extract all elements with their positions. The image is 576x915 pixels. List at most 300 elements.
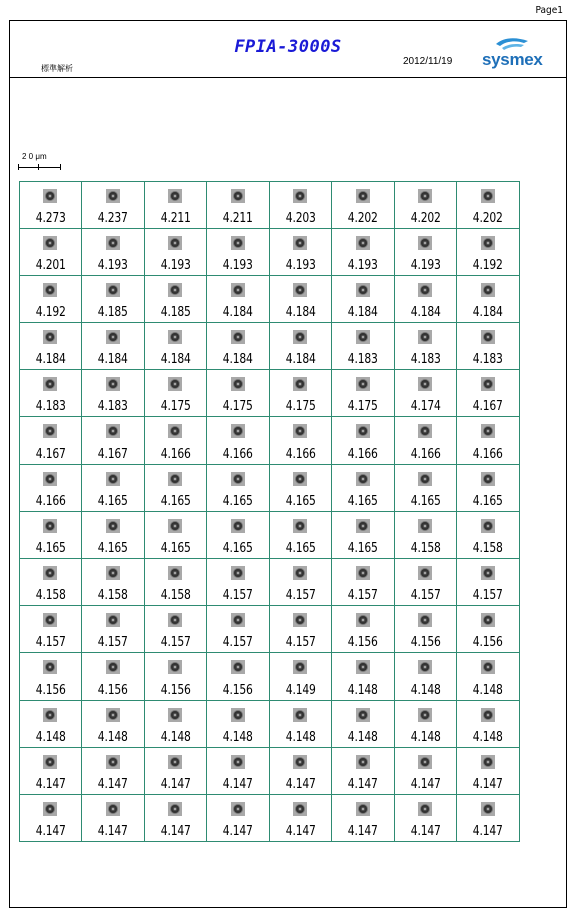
- particle-value: 4.273: [35, 210, 66, 226]
- particle-value: 4.185: [97, 305, 128, 321]
- particle-cell: [456, 558, 520, 606]
- particle-image: [481, 283, 495, 297]
- particle-cell: [394, 747, 458, 795]
- particle-cell: [19, 558, 83, 606]
- particle-cell: [456, 511, 520, 559]
- particle-value: 4.193: [97, 257, 128, 273]
- particle-value: 4.237: [97, 210, 128, 226]
- particle-value: 4.166: [472, 446, 503, 462]
- particle-cell: [331, 652, 395, 700]
- particle-value: 4.183: [97, 399, 128, 415]
- particle-value: 4.147: [472, 776, 503, 792]
- particle-cell: [81, 700, 145, 748]
- particle-image: [231, 377, 245, 391]
- particle-cell: [331, 369, 395, 417]
- particle-value: 4.156: [347, 635, 378, 651]
- particle-cell: [456, 181, 520, 229]
- particle-image: [356, 519, 370, 533]
- particle-image: [481, 708, 495, 722]
- scale-bar-label: 2 0 μm: [22, 152, 47, 161]
- particle-value: 4.166: [35, 493, 66, 509]
- particle-cell: [19, 322, 83, 370]
- particle-cell: [19, 181, 83, 229]
- particle-value: 4.158: [160, 588, 191, 604]
- particle-image: [231, 189, 245, 203]
- particle-image: [418, 377, 432, 391]
- particle-value: 4.184: [35, 352, 66, 368]
- particle-image: [43, 283, 57, 297]
- particle-value: 4.147: [97, 776, 128, 792]
- particle-cell: [456, 652, 520, 700]
- scale-bar: [18, 152, 78, 176]
- particle-value: 4.175: [160, 399, 191, 415]
- particle-cell: [81, 464, 145, 512]
- particle-cell: [269, 747, 333, 795]
- particle-cell: [456, 464, 520, 512]
- particle-cell: [331, 228, 395, 276]
- particle-value: 4.211: [222, 210, 253, 226]
- particle-cell: [269, 511, 333, 559]
- particle-cell: [394, 369, 458, 417]
- particle-cell: [144, 416, 208, 464]
- particle-cell: [19, 700, 83, 748]
- particle-value: 4.147: [285, 824, 316, 840]
- particle-image: [106, 708, 120, 722]
- particle-cell: [394, 700, 458, 748]
- particle-cell: [269, 181, 333, 229]
- particle-image: [293, 566, 307, 580]
- particle-image: [168, 283, 182, 297]
- particle-value: 4.193: [410, 257, 441, 273]
- particle-image: [168, 708, 182, 722]
- particle-cell: [81, 181, 145, 229]
- particle-image: [231, 472, 245, 486]
- particle-image: [106, 472, 120, 486]
- particle-image: [356, 613, 370, 627]
- particle-cell: [81, 605, 145, 653]
- particle-cell: [206, 700, 270, 748]
- particle-value: 4.167: [35, 446, 66, 462]
- particle-value: 4.147: [222, 824, 253, 840]
- sysmex-logo: [472, 33, 562, 73]
- particle-cell: [269, 275, 333, 323]
- particle-cell: [206, 652, 270, 700]
- particle-image: [356, 236, 370, 250]
- particle-cell: [331, 558, 395, 606]
- particle-value: 4.184: [285, 352, 316, 368]
- particle-cell: [81, 511, 145, 559]
- particle-image: [356, 755, 370, 769]
- particle-cell: [394, 464, 458, 512]
- particle-value: 4.147: [97, 824, 128, 840]
- particle-image: [481, 802, 495, 816]
- particle-cell: [394, 558, 458, 606]
- scale-bar-line: [18, 167, 60, 168]
- particle-cell: [144, 700, 208, 748]
- particle-image: [418, 566, 432, 580]
- particle-value: 4.184: [347, 305, 378, 321]
- particle-cell: [206, 275, 270, 323]
- particle-cell: [81, 558, 145, 606]
- particle-value: 4.148: [410, 682, 441, 698]
- particle-value: 4.157: [222, 635, 253, 651]
- particle-value: 4.148: [410, 729, 441, 745]
- particle-value: 4.184: [410, 305, 441, 321]
- particle-image: [231, 424, 245, 438]
- particle-image: [356, 660, 370, 674]
- particle-cell: [456, 322, 520, 370]
- particle-image: [356, 802, 370, 816]
- particle-image: [356, 189, 370, 203]
- particle-image: [293, 189, 307, 203]
- particle-cell: [144, 369, 208, 417]
- particle-value: 4.147: [347, 776, 378, 792]
- particle-cell: [394, 652, 458, 700]
- particle-value: 4.201: [35, 257, 66, 273]
- particle-image: [43, 189, 57, 203]
- particle-cell: [81, 747, 145, 795]
- particle-image: [106, 283, 120, 297]
- particle-cell: [19, 747, 83, 795]
- particle-value: 4.175: [222, 399, 253, 415]
- particle-value: 4.193: [347, 257, 378, 273]
- particle-image: [356, 472, 370, 486]
- particle-image: [43, 472, 57, 486]
- particle-cell: [331, 416, 395, 464]
- particle-image: [293, 283, 307, 297]
- particle-cell: [19, 369, 83, 417]
- particle-image: [168, 660, 182, 674]
- particle-cell: [394, 181, 458, 229]
- particle-value: 4.148: [222, 729, 253, 745]
- particle-value: 4.192: [35, 305, 66, 321]
- particle-value: 4.203: [285, 210, 316, 226]
- particle-value: 4.175: [347, 399, 378, 415]
- particle-cell: [331, 747, 395, 795]
- particle-value: 4.147: [35, 824, 66, 840]
- particle-image: [231, 613, 245, 627]
- particle-image: [293, 330, 307, 344]
- particle-cell: [81, 322, 145, 370]
- particle-value: 4.165: [472, 493, 503, 509]
- particle-cell: [269, 369, 333, 417]
- particle-image: [43, 424, 57, 438]
- particle-value: 4.202: [347, 210, 378, 226]
- particle-value: 4.165: [160, 541, 191, 556]
- particle-value: 4.183: [410, 352, 441, 368]
- particle-image: [106, 330, 120, 344]
- particle-cell: [81, 652, 145, 700]
- particle-value: 4.165: [97, 493, 128, 509]
- particle-cell: [144, 511, 208, 559]
- particle-image: [418, 236, 432, 250]
- particle-cell: [394, 228, 458, 276]
- report-title: FPIA-3000S: [234, 37, 342, 57]
- particle-image: [293, 424, 307, 438]
- particle-value: 4.185: [160, 305, 191, 321]
- particle-image: [356, 330, 370, 344]
- particle-value: 4.158: [35, 588, 66, 604]
- particle-value: 4.166: [222, 446, 253, 462]
- particle-image-grid: [19, 181, 519, 842]
- particle-value: 4.166: [285, 446, 316, 462]
- particle-image: [106, 424, 120, 438]
- particle-value: 4.165: [410, 493, 441, 509]
- scale-bar-tick: [18, 164, 19, 170]
- particle-image: [418, 708, 432, 722]
- particle-value: 4.175: [285, 399, 316, 415]
- particle-value: 4.157: [285, 588, 316, 604]
- particle-value: 4.147: [35, 776, 66, 792]
- particle-cell: [144, 275, 208, 323]
- particle-cell: [394, 275, 458, 323]
- particle-cell: [206, 794, 270, 842]
- particle-image: [168, 802, 182, 816]
- particle-cell: [81, 275, 145, 323]
- particle-cell: [269, 322, 333, 370]
- particle-image: [106, 660, 120, 674]
- particle-value: 4.156: [97, 682, 128, 698]
- particle-cell: [456, 700, 520, 748]
- particle-cell: [206, 369, 270, 417]
- particle-cell: [19, 511, 83, 559]
- particle-image: [481, 236, 495, 250]
- particle-image: [293, 613, 307, 627]
- particle-cell: [269, 794, 333, 842]
- particle-value: 4.148: [347, 682, 378, 698]
- particle-cell: [19, 605, 83, 653]
- particle-value: 4.174: [410, 399, 441, 415]
- particle-cell: [81, 369, 145, 417]
- particle-cell: [206, 416, 270, 464]
- particle-cell: [456, 794, 520, 842]
- particle-image: [293, 802, 307, 816]
- particle-cell: [331, 605, 395, 653]
- particle-image: [356, 283, 370, 297]
- particle-image: [418, 472, 432, 486]
- particle-value: 4.157: [97, 635, 128, 651]
- particle-cell: [144, 181, 208, 229]
- particle-value: 4.147: [347, 824, 378, 840]
- particle-value: 4.183: [347, 352, 378, 368]
- particle-cell: [206, 558, 270, 606]
- page-number: Page1: [535, 5, 563, 16]
- particle-image: [231, 330, 245, 344]
- particle-cell: [144, 322, 208, 370]
- particle-cell: [394, 794, 458, 842]
- particle-value: 4.157: [410, 588, 441, 604]
- particle-image: [43, 613, 57, 627]
- particle-value: 4.165: [347, 541, 378, 556]
- scale-bar-tick: [60, 164, 61, 170]
- particle-image: [106, 613, 120, 627]
- particle-value: 4.147: [410, 824, 441, 840]
- particle-value: 4.147: [285, 776, 316, 792]
- particle-value: 4.165: [285, 541, 316, 556]
- particle-value: 4.149: [285, 682, 316, 698]
- particle-cell: [206, 747, 270, 795]
- particle-value: 4.192: [472, 257, 503, 273]
- particle-value: 4.157: [222, 588, 253, 604]
- particle-image: [481, 519, 495, 533]
- particle-cell: [331, 511, 395, 559]
- particle-cell: [269, 652, 333, 700]
- particle-value: 4.147: [160, 824, 191, 840]
- report-date: 2012/11/19: [403, 56, 453, 67]
- logo-wordmark: sysmex: [482, 50, 543, 69]
- particle-image: [356, 708, 370, 722]
- particle-value: 4.147: [222, 776, 253, 792]
- particle-cell: [144, 558, 208, 606]
- particle-image: [168, 519, 182, 533]
- particle-cell: [331, 464, 395, 512]
- particle-value: 4.148: [35, 729, 66, 745]
- particle-cell: [19, 416, 83, 464]
- particle-image: [106, 377, 120, 391]
- particle-cell: [394, 322, 458, 370]
- particle-image: [231, 283, 245, 297]
- particle-image: [293, 519, 307, 533]
- particle-value: 4.166: [347, 446, 378, 462]
- particle-image: [43, 802, 57, 816]
- particle-cell: [81, 416, 145, 464]
- particle-cell: [269, 228, 333, 276]
- particle-image: [418, 189, 432, 203]
- particle-image: [418, 283, 432, 297]
- particle-cell: [269, 558, 333, 606]
- particle-cell: [19, 275, 83, 323]
- particle-image: [293, 377, 307, 391]
- particle-cell: [81, 794, 145, 842]
- particle-image: [168, 236, 182, 250]
- particle-image: [168, 330, 182, 344]
- particle-value: 4.184: [472, 305, 503, 321]
- particle-value: 4.184: [97, 352, 128, 368]
- particle-cell: [144, 228, 208, 276]
- particle-image: [106, 189, 120, 203]
- particle-image: [418, 613, 432, 627]
- particle-cell: [144, 747, 208, 795]
- particle-image: [231, 236, 245, 250]
- particle-value: 4.166: [410, 446, 441, 462]
- particle-value: 4.193: [285, 257, 316, 273]
- particle-image: [43, 708, 57, 722]
- particle-cell: [206, 181, 270, 229]
- particle-value: 4.148: [97, 729, 128, 745]
- particle-value: 4.165: [97, 541, 128, 556]
- particle-image: [418, 330, 432, 344]
- particle-cell: [19, 228, 83, 276]
- particle-value: 4.165: [160, 493, 191, 509]
- particle-image: [356, 566, 370, 580]
- particle-value: 4.202: [410, 210, 441, 226]
- particle-value: 4.184: [285, 305, 316, 321]
- particle-value: 4.158: [97, 588, 128, 604]
- particle-image: [293, 660, 307, 674]
- particle-value: 4.148: [472, 729, 503, 745]
- particle-image: [231, 708, 245, 722]
- particle-value: 4.148: [347, 729, 378, 745]
- particle-image: [168, 566, 182, 580]
- particle-value: 4.157: [35, 635, 66, 651]
- particle-image: [481, 613, 495, 627]
- particle-image: [356, 377, 370, 391]
- particle-value: 4.156: [160, 682, 191, 698]
- particle-cell: [456, 747, 520, 795]
- particle-cell: [144, 652, 208, 700]
- particle-cell: [206, 228, 270, 276]
- particle-image: [481, 472, 495, 486]
- particle-cell: [331, 322, 395, 370]
- particle-value: 4.183: [472, 352, 503, 368]
- particle-cell: [331, 794, 395, 842]
- particle-image: [106, 519, 120, 533]
- particle-image: [418, 519, 432, 533]
- particle-value: 4.156: [35, 682, 66, 698]
- particle-value: 4.184: [222, 352, 253, 368]
- particle-image: [481, 189, 495, 203]
- particle-cell: [206, 464, 270, 512]
- scale-bar-tick: [38, 164, 39, 170]
- particle-cell: [456, 228, 520, 276]
- particle-image: [43, 660, 57, 674]
- particle-image: [481, 330, 495, 344]
- particle-value: 4.166: [160, 446, 191, 462]
- header-divider: [10, 77, 566, 78]
- particle-cell: [456, 369, 520, 417]
- particle-cell: [269, 464, 333, 512]
- particle-value: 4.167: [472, 399, 503, 415]
- particle-cell: [144, 605, 208, 653]
- particle-image: [293, 472, 307, 486]
- particle-image: [418, 424, 432, 438]
- particle-value: 4.157: [285, 635, 316, 651]
- particle-image: [231, 755, 245, 769]
- particle-cell: [331, 275, 395, 323]
- particle-value: 4.211: [160, 210, 191, 226]
- sysmex-logo-icon: [494, 35, 530, 51]
- particle-cell: [206, 322, 270, 370]
- particle-image: [481, 755, 495, 769]
- particle-image: [293, 708, 307, 722]
- particle-cell: [394, 416, 458, 464]
- particle-value: 4.158: [410, 541, 441, 556]
- particle-image: [43, 377, 57, 391]
- particle-value: 4.148: [285, 729, 316, 745]
- particle-value: 4.147: [160, 776, 191, 792]
- particle-value: 4.183: [35, 399, 66, 415]
- particle-image: [293, 236, 307, 250]
- particle-image: [293, 755, 307, 769]
- particle-value: 4.165: [285, 493, 316, 509]
- particle-cell: [19, 794, 83, 842]
- particle-value: 4.156: [410, 635, 441, 651]
- analysis-type-label: 標準解析: [41, 64, 73, 73]
- particle-cell: [456, 275, 520, 323]
- particle-image: [418, 802, 432, 816]
- particle-value: 4.147: [410, 776, 441, 792]
- particle-value: 4.157: [347, 588, 378, 604]
- particle-cell: [19, 464, 83, 512]
- particle-cell: [456, 416, 520, 464]
- particle-image: [168, 377, 182, 391]
- particle-image: [43, 519, 57, 533]
- particle-cell: [269, 605, 333, 653]
- particle-image: [168, 613, 182, 627]
- particle-image: [43, 566, 57, 580]
- particle-cell: [206, 511, 270, 559]
- particle-value: 4.148: [160, 729, 191, 745]
